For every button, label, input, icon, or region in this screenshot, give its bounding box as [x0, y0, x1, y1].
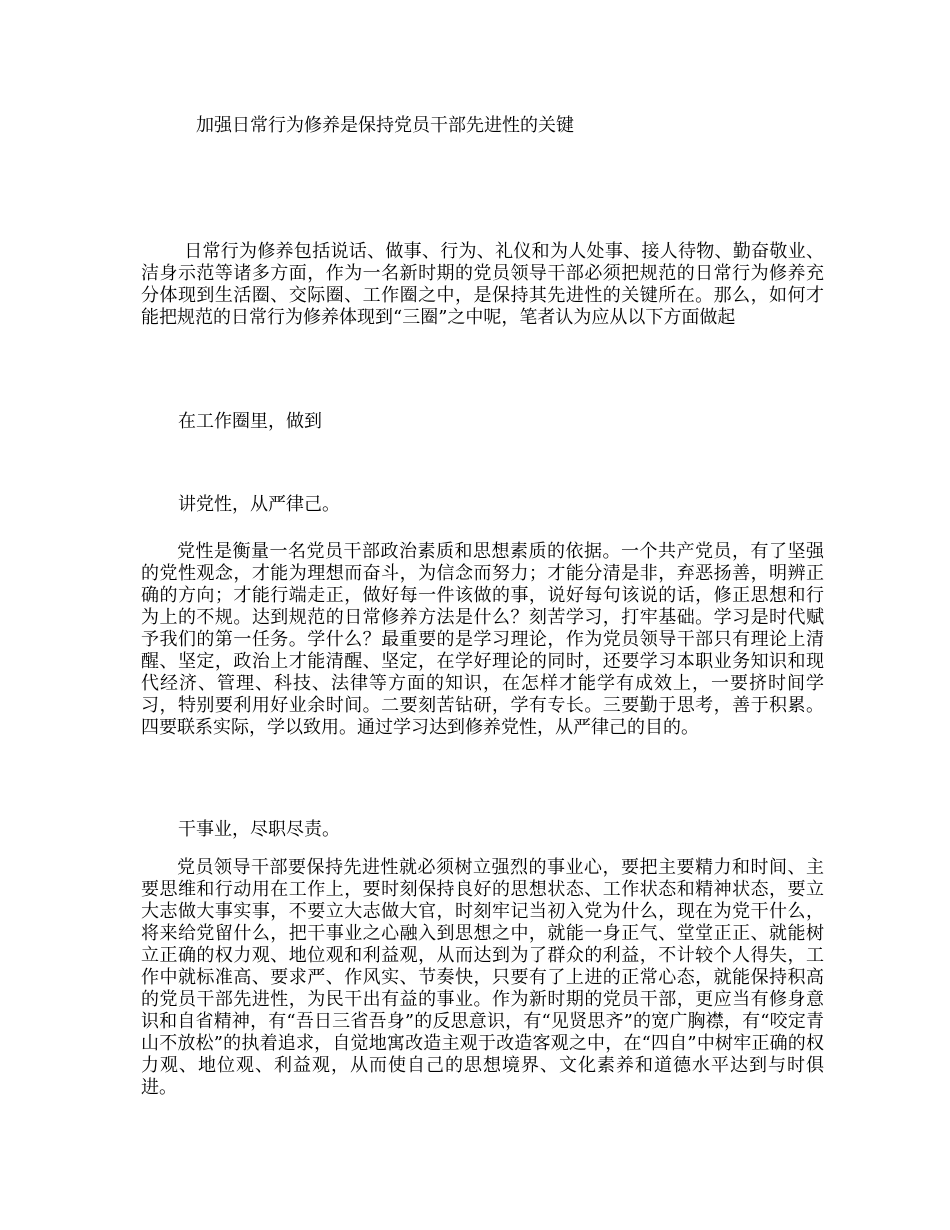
document-title: 加强日常行为修养是保持党员干部先进性的关键 [196, 115, 574, 136]
subheading-party-spirit: 讲党性，从严律己。 [178, 494, 340, 515]
paragraph-party-spirit: 党性是衡量一名党员干部政治素质和思想素质的依据。一个共产党员，有了坚强的党性观念，才能为理想而奋斗，为信念而努力；才能分清是非，弃恶扬善，明辨正确的方向；才能行端走正，做好每一件该做的事，说好每句该说的话，修正思想和行为上的不规。达到规范的日常修养方法是什么？刻苦学习，打牢基础。学习是时代赋予我们的第一任务。学什么？最重要的是学习理论，作为党员领导干部只有理论上清醒、坚定，政治上才能清醒、坚定，在学好理论的同时，还要学习本职业务知识和现代经济、管理、科技、法律等方面的知识，在怎样才能学有成效上，一要挤时间学习，特别要利用好业余时间。二要刻苦钻研，学有专长。三要勤于思考，善于积累。四要联系实际，学以致用。通过学习达到修养党性，从严律己的目的。 [141, 541, 824, 738]
paragraph-career: 党员领导干部要保持先进性就必须树立强烈的事业心，要把主要精力和时间、主要思维和行动用在工作上，要时刻保持良好的思想状态、工作状态和精神状态，要立大志做大事实事，不要立大志做大官，时刻牢记当初入党为什么，现在为党干什么，将来给党留什么，把干事业之心融入到思想之中，就能一身正气、堂堂正正、就能树立正确的权力观、地位观和利益观，从而达到为了群众的利益，不计较个人得失，工作中就标准高、要求严、作风实、节奏快，只要有了上进的正常心态，就能保持积高的党员干部先进性，为民干出有益的事业。作为新时期的党员干部，更应当有修身意识和自省精神，有“吾日三省吾身”的反思意识，有“见贤思齐”的宽广胸襟，有“咬定青山不放松”的执着追求，自觉地寓改造主观于改造客观之中，在“四自”中树牢正确的权力观、地位观、利益观，从而使自己的思想境界、文化素养和道德水平达到与时俱进。 [141, 857, 824, 1098]
section-heading: 在工作圈里，做到 [178, 411, 322, 432]
subheading-career: 干事业，尽职尽责。 [178, 819, 340, 840]
intro-paragraph: 日常行为修养包括说话、做事、行为、礼仪和为人处事、接人待物、勤奋敬业、洁身示范等诸多方面，作为一名新时期的党员领导干部必须把规范的日常行为修养充分体现到生活圈、交际圈、工作圈之中，是保持其先进性的关键所在。那么，如何才能把规范的日常行为修养体现到“三圈”之中呢，笔者认为应从以下方面做起 [141, 241, 824, 328]
